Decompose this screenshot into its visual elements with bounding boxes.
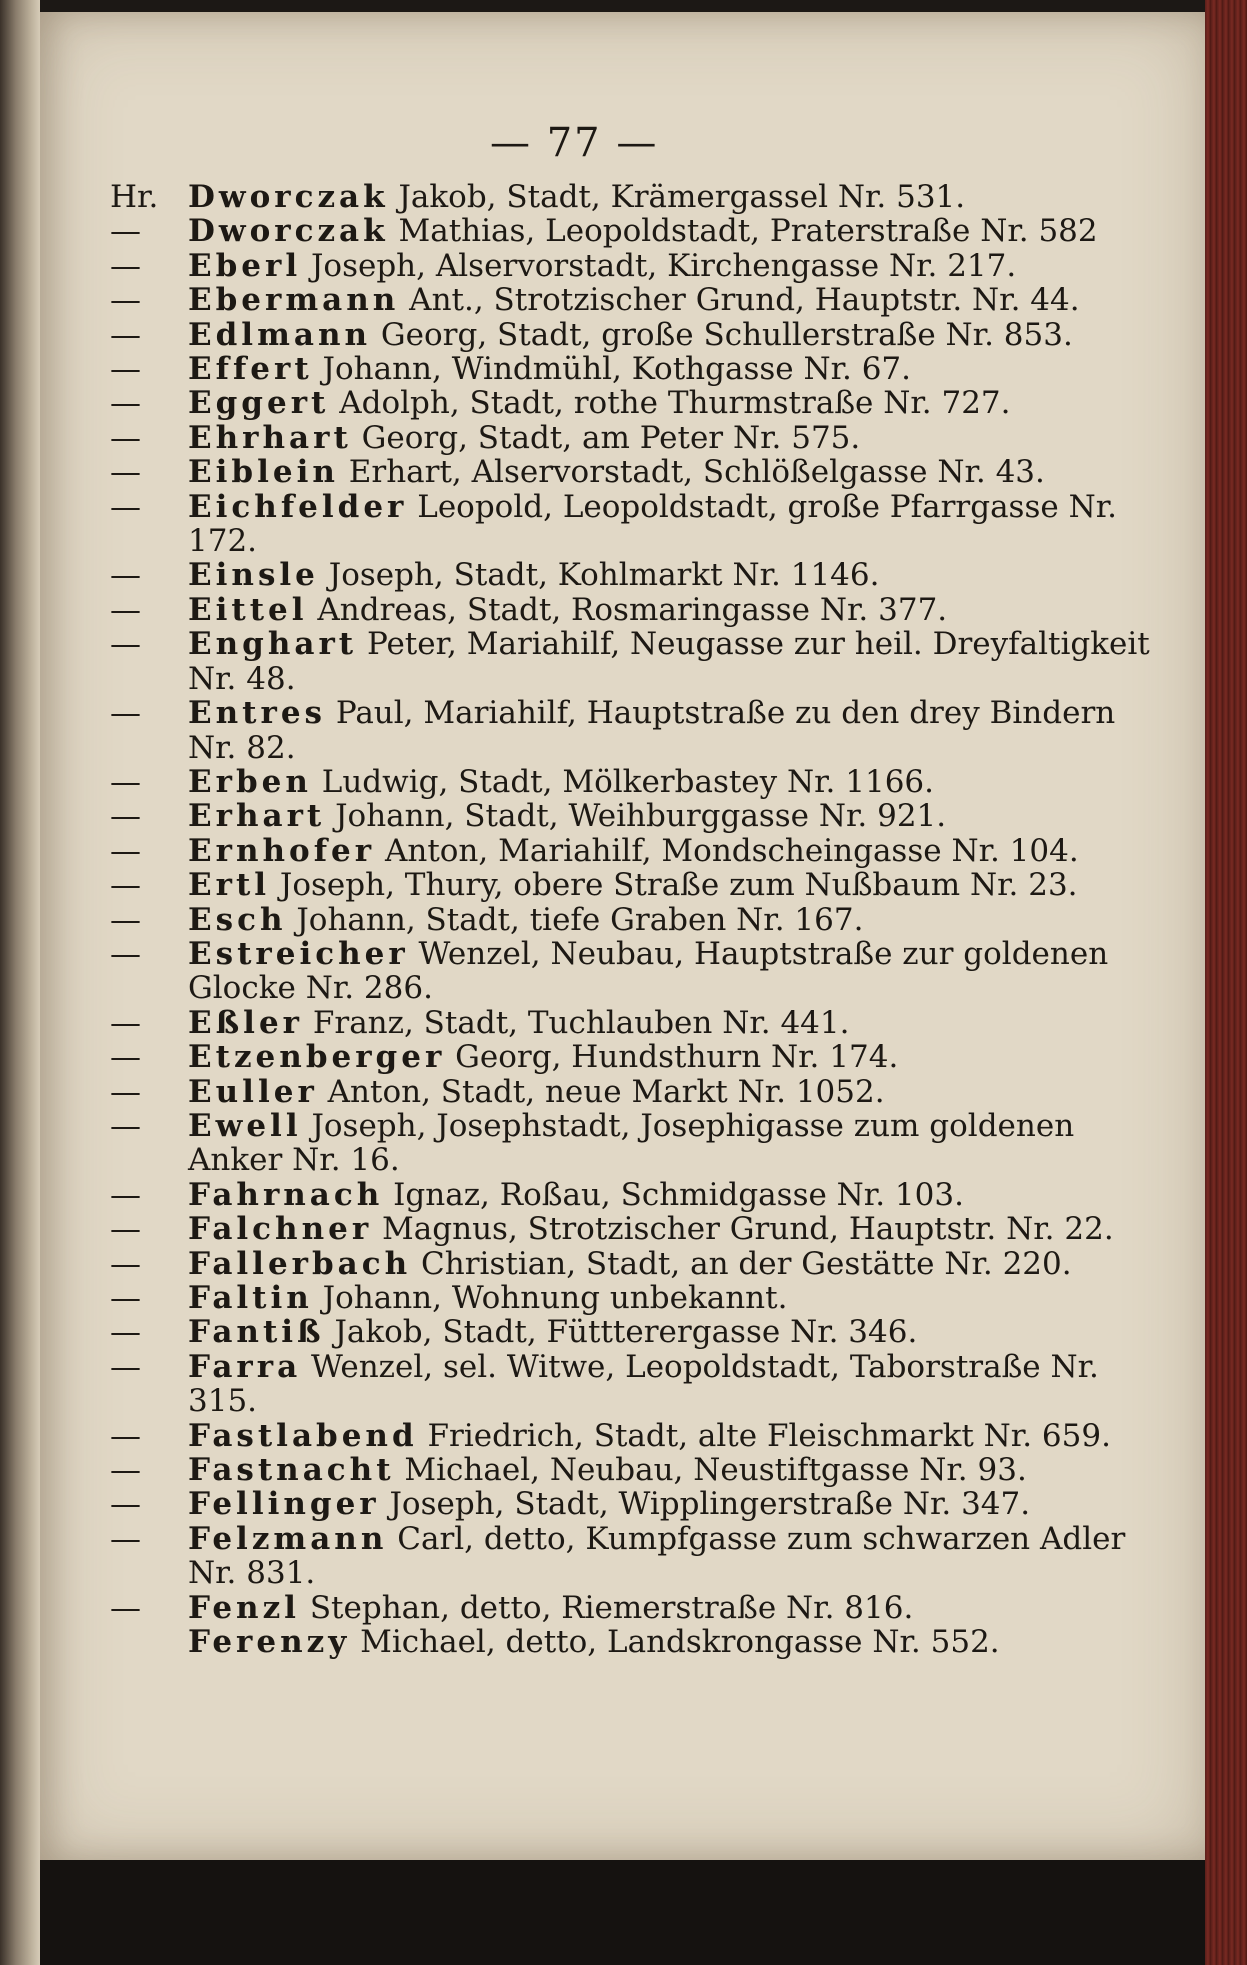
entry-address: Johann, Stadt, tiefe Graben Nr. 167. xyxy=(286,901,864,938)
entry-prefix: — xyxy=(110,1486,141,1523)
entry-address: Georg, Hundsthurn Nr. 174. xyxy=(445,1039,899,1076)
directory-entry xyxy=(110,1591,1170,1625)
entry-address: Franz, Stadt, Tuchlauben Nr. 441. xyxy=(303,1004,850,1041)
entry-surname: Ehrhart xyxy=(188,419,352,456)
entry-surname: Esch xyxy=(188,901,287,938)
entry-surname: Eßler xyxy=(188,1004,304,1041)
entry-prefix: — xyxy=(110,591,141,628)
entry-surname: Fenzl xyxy=(188,1589,300,1626)
entry-prefix: — xyxy=(110,1107,141,1144)
entry-surname: Felzmann xyxy=(188,1520,388,1557)
entry-prefix: — xyxy=(110,1073,141,1110)
entry-address: Ignaz, Roßau, Schmidgasse Nr. 103. xyxy=(383,1176,964,1213)
entry-address: Georg, Stadt, am Peter Nr. 575. xyxy=(351,419,861,456)
directory-entry xyxy=(110,1247,1170,1281)
directory-entry xyxy=(110,1006,1170,1040)
directory-entry xyxy=(110,1453,1170,1487)
directory-entry xyxy=(110,1419,1170,1453)
entry-prefix: — xyxy=(110,1245,141,1282)
entry-surname: Eittel xyxy=(188,591,308,628)
entry-address: Ludwig, Stadt, Mölkerbastey Nr. 1166. xyxy=(311,763,935,800)
directory-entry xyxy=(110,903,1170,937)
directory-entry xyxy=(110,558,1170,592)
entry-surname: Faltin xyxy=(188,1280,313,1316)
entry-address: Joseph, Stadt, Kohlmarkt Nr. 1146. xyxy=(318,557,880,594)
directory-entry xyxy=(110,180,1170,214)
directory-entry xyxy=(110,1625,1170,1659)
entry-surname: Etzenberger xyxy=(188,1039,446,1076)
entry-address: Michael, Neubau, Neustiftgasse Nr. 93. xyxy=(394,1452,1027,1489)
entry-surname: Eggert xyxy=(188,385,330,422)
directory-entry xyxy=(110,1212,1170,1246)
entry-address: Anton, Stadt, neue Markt Nr. 1052. xyxy=(317,1073,885,1110)
entry-surname: Ernhofer xyxy=(188,832,376,869)
entry-address: Joseph, Stadt, Wipplingerstraße Nr. 347. xyxy=(379,1486,1031,1523)
entry-prefix: — xyxy=(110,247,141,284)
entry-surname: Ferenzy xyxy=(188,1624,351,1661)
entry-prefix: — xyxy=(110,385,141,422)
directory-entry xyxy=(110,1522,1170,1591)
entry-prefix: — xyxy=(110,1348,141,1385)
book-spine xyxy=(0,0,40,1965)
entry-address: Georg, Stadt, große Schullerstraße Nr. 853. xyxy=(371,316,1073,353)
entry-surname: Ewell xyxy=(188,1107,302,1144)
entry-surname: Fastlabend xyxy=(188,1417,418,1454)
directory-entry xyxy=(110,249,1170,283)
entry-surname: Dworczak xyxy=(188,213,389,250)
directory-entry xyxy=(110,283,1170,317)
entry-surname: Fantiß xyxy=(188,1314,325,1351)
page-number: — 77 — xyxy=(490,120,659,166)
entry-prefix: — xyxy=(110,1589,141,1626)
entry-prefix: — xyxy=(110,695,141,732)
entry-prefix: — xyxy=(110,1280,141,1316)
entry-surname: Fastnacht xyxy=(188,1452,395,1489)
directory-entry xyxy=(110,214,1170,248)
entry-surname: Ertl xyxy=(188,867,271,904)
entry-prefix: — xyxy=(110,1452,141,1489)
entry-address: Jakob, Stadt, Füttterergasse Nr. 346. xyxy=(324,1314,918,1351)
entry-address: Joseph, Josephstadt, Josephigasse zum goldenen Anker Nr. 16. xyxy=(188,1107,1075,1179)
entry-prefix: — xyxy=(110,1417,141,1454)
directory-entry xyxy=(110,1109,1170,1178)
entry-prefix: — xyxy=(110,763,141,800)
entry-address: Joseph, Thury, obere Straße zum Nußbaum Nr. 23. xyxy=(270,867,1078,904)
entry-surname: Eichfelder xyxy=(188,488,408,525)
entry-address: Mathias, Leopoldstadt, Praterstraße Nr. 582 xyxy=(388,213,1098,250)
directory-entry xyxy=(110,593,1170,627)
directory-entry xyxy=(110,490,1170,559)
entry-address: Johann, Windmühl, Kothgasse Nr. 67. xyxy=(312,351,912,388)
entry-address: Johann, Wohnung unbekannt. xyxy=(312,1280,788,1316)
entry-prefix: — xyxy=(110,419,141,456)
entry-prefix: — xyxy=(110,867,141,904)
entry-prefix: — xyxy=(110,213,141,250)
entry-prefix: Hr. xyxy=(110,179,159,215)
entry-surname: Fellinger xyxy=(188,1486,380,1523)
entry-address: Michael, detto, Landskrongasse Nr. 552. xyxy=(350,1624,1000,1661)
entry-surname: Falchner xyxy=(188,1211,373,1248)
page-edges xyxy=(1205,0,1247,1965)
entry-address: Adolph, Stadt, rothe Thurmstraße Nr. 727. xyxy=(329,385,1011,422)
entry-surname: Farra xyxy=(188,1348,302,1385)
directory-entry xyxy=(110,1350,1170,1419)
entry-address: Christian, Stadt, an der Gestätte Nr. 220. xyxy=(411,1245,1072,1282)
entry-prefix: — xyxy=(110,798,141,835)
directory-entries xyxy=(110,180,1170,1659)
directory-entry xyxy=(110,421,1170,455)
entry-surname: Edlmann xyxy=(188,316,372,353)
entry-address: Magnus, Strotzischer Grund, Hauptstr. Nr. 22. xyxy=(372,1211,1114,1248)
entry-surname: Erben xyxy=(188,763,312,800)
entry-address: Johann, Stadt, Weihburggasse Nr. 921. xyxy=(325,798,947,835)
entry-surname: Entres xyxy=(188,695,326,732)
entry-prefix: — xyxy=(110,316,141,353)
directory-entry xyxy=(110,696,1170,765)
entry-surname: Fahrnach xyxy=(188,1176,384,1213)
entry-address: Erhart, Alservorstadt, Schlößelgasse Nr. 43. xyxy=(338,454,1045,491)
directory-entry xyxy=(110,386,1170,420)
directory-entry xyxy=(110,834,1170,868)
entry-prefix: — xyxy=(110,1520,141,1557)
entry-surname: Estreicher xyxy=(188,935,409,972)
entry-surname: Eberl xyxy=(188,247,302,284)
entry-address: Leopold, Leopoldstadt, große Pfarrgasse Nr. 172. xyxy=(188,488,1117,560)
directory-entry xyxy=(110,1281,1170,1315)
entry-prefix: — xyxy=(110,1176,141,1213)
entry-surname: Eiblein xyxy=(188,454,339,491)
entry-prefix: — xyxy=(110,454,141,491)
entry-address: Ant., Strotzischer Grund, Hauptstr. Nr. 44. xyxy=(399,282,1080,319)
entry-surname: Fallerbach xyxy=(188,1245,412,1282)
entry-address: Stephan, detto, Riemerstraße Nr. 816. xyxy=(299,1589,914,1626)
directory-entry xyxy=(110,318,1170,352)
directory-entry xyxy=(110,868,1170,902)
book-page xyxy=(40,12,1205,1860)
entry-address: Carl, detto, Kumpfgasse zum schwarzen Adler Nr. 831. xyxy=(188,1520,1126,1592)
entry-prefix: — xyxy=(110,1211,141,1248)
entry-address: Wenzel, Neubau, Hauptstraße zur goldenen Glocke Nr. 286. xyxy=(188,935,1109,1007)
entry-prefix: — xyxy=(110,935,141,972)
directory-entry xyxy=(110,1040,1170,1074)
directory-entry xyxy=(110,455,1170,489)
entry-prefix: — xyxy=(110,557,141,594)
directory-entry xyxy=(110,1315,1170,1349)
entry-address: Jakob, Stadt, Krämergassel Nr. 531. xyxy=(388,179,966,215)
entry-prefix: — xyxy=(110,1004,141,1041)
entry-address: Peter, Mariahilf, Neugasse zur heil. Dreyfaltigkeit Nr. 48. xyxy=(188,626,1150,697)
entry-surname: Einsle xyxy=(188,557,319,594)
entry-surname: Dworczak xyxy=(188,179,389,215)
entry-address: Andreas, Stadt, Rosmaringasse Nr. 377. xyxy=(307,591,948,628)
entry-prefix: — xyxy=(110,626,141,663)
entry-prefix: — xyxy=(110,282,141,319)
bottom-shadow xyxy=(40,1860,1205,1965)
directory-entry xyxy=(110,352,1170,386)
entry-address: Anton, Mariahilf, Mondscheingasse Nr. 104. xyxy=(375,832,1079,869)
entry-prefix: — xyxy=(110,488,141,525)
entry-prefix: — xyxy=(110,832,141,869)
entry-address: Friedrich, Stadt, alte Fleischmarkt Nr. 659. xyxy=(417,1417,1111,1454)
directory-entry xyxy=(110,627,1170,696)
entry-address: Wenzel, sel. Witwe, Leopoldstadt, Taborstraße Nr. 315. xyxy=(188,1348,1099,1420)
entry-surname: Erhart xyxy=(188,798,326,835)
directory-entry xyxy=(110,765,1170,799)
directory-entry xyxy=(110,937,1170,1006)
entry-prefix: — xyxy=(110,901,141,938)
entry-prefix: — xyxy=(110,1039,141,1076)
entry-address: Joseph, Alservorstadt, Kirchengasse Nr. 217. xyxy=(301,247,1017,284)
entry-prefix: — xyxy=(110,351,141,388)
entry-surname: Ebermann xyxy=(188,282,400,319)
entry-prefix: — xyxy=(110,1314,141,1351)
directory-entry xyxy=(110,799,1170,833)
entry-surname: Enghart xyxy=(188,626,358,663)
entry-address: Paul, Mariahilf, Hauptstraße zu den drey Bindern Nr. 82. xyxy=(188,695,1116,766)
entry-surname: Euller xyxy=(188,1073,318,1110)
directory-entry xyxy=(110,1075,1170,1109)
entry-surname: Effert xyxy=(188,351,313,388)
directory-entry xyxy=(110,1487,1170,1521)
directory-entry xyxy=(110,1178,1170,1212)
